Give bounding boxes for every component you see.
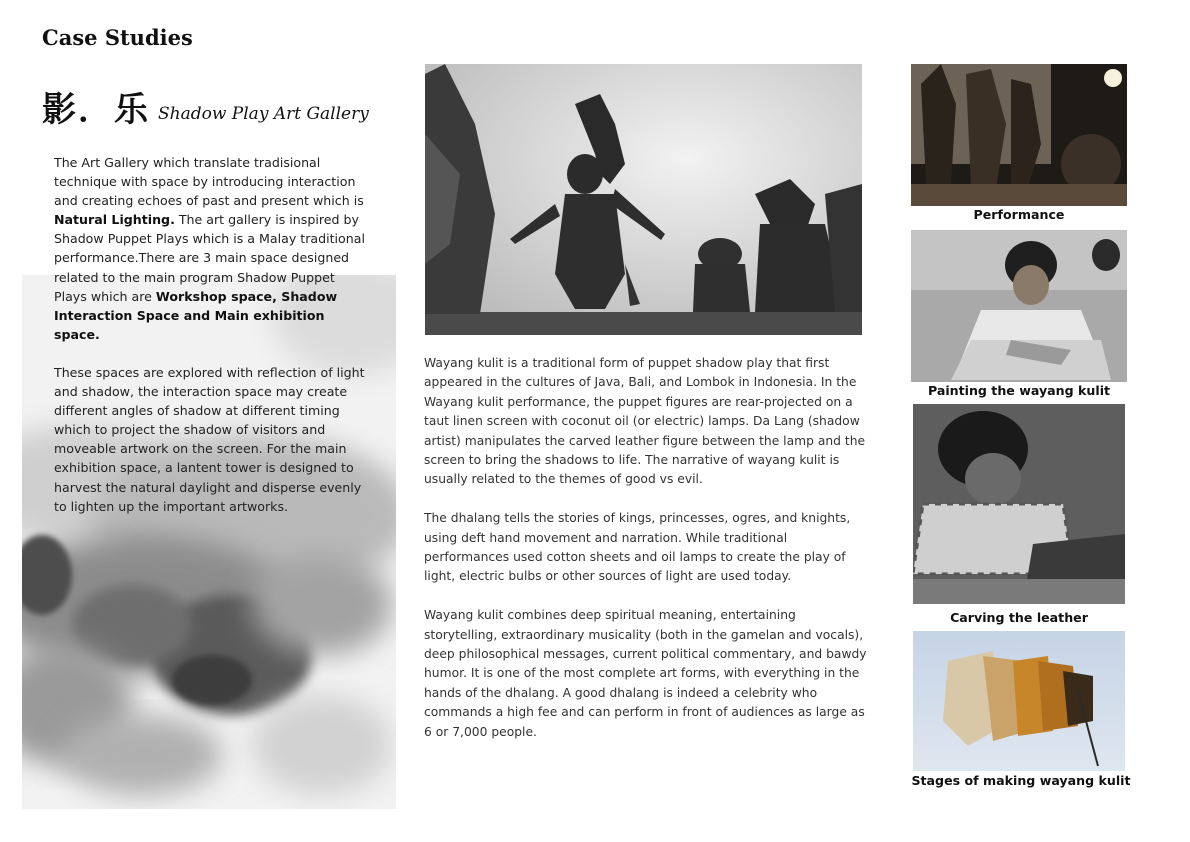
shadow-puppet-photo [425,64,862,335]
page-title: Case Studies [42,25,193,50]
gallery-chinese-name: 影．乐 [42,90,150,130]
middle-column-text [424,354,869,761]
performance-photo [911,64,1127,206]
middle-paragraph-1: Wayang kulit is a traditional form of puppet shadow play that first appeared in the cultures of Java, Bali, and Lombok in Indonesia. In the Wayang kulit performance, the puppet figures are rear-projected on a taut linen screen with coconut oil (or electric) lamps. Da Lang (shadow artist) manipulates the carved leather figure between the lamp and the screen to bring the shadows to life. The narrative of wayang kulit is usually related to the themes of good vs evil. [424,356,866,487]
stages-caption: Stages of making wayang kulit [911,773,1131,788]
carving-caption: Carving the leather [950,610,1088,625]
gallery-logo [42,82,372,132]
middle-paragraph-2: The dhalang tells the stories of kings, princesses, ogres, and knights, using deft hand movement and narration. While traditional performances used cotton sheets and oil lamps to create the play of light, electric bulbs or other sources of light are used today. [424,511,851,584]
left-paragraph-2: These spaces are explored with reflection of light and shadow, the interaction space may create different angles of shadow at different timing which to project the shadow of visitors and moveable artwork on the screen. For the main exhibition space, a lantent tower is designed to harvest the natural daylight and disperse evenly to lighten up the important artworks. [54,364,365,514]
left-paragraph-1: The Art Gallery which translate tradisional technique with space by introducing interaction and creating echoes of past and present which is Natural Lighting. The art gallery is inspired by Shadow Puppet Plays which is a Malay traditional performance.There are 3 main space designed related to the main program Shadow Puppet Plays which are Workshop space, Shadow Interaction Space and Main exhibition space. [54,155,365,342]
performance-image [911,64,1127,206]
carving-image [913,404,1125,604]
painting-image [911,230,1127,382]
carving-photo [913,404,1125,604]
left-column-text [54,153,366,535]
painting-caption: Painting the wayang kulit [927,383,1111,398]
shadow-puppet-image [425,64,862,335]
painting-photo [911,230,1127,382]
middle-paragraph-3: Wayang kulit combines deep spiritual meaning, entertaining storytelling, extraordinary musicality (both in the gamelan and vocals), deep philosophical messages, current political commentary, and bawdy humor. It is one of the most complete art forms, with everything in the hands of the dhalang. A good dhalang is indeed a celebrity who commands a high fee and can perform in front of audiences as large as 6 or 7,000 people. [424,608,867,739]
performance-caption: Performance [973,207,1065,222]
stages-image [913,631,1125,771]
stages-photo [913,631,1125,771]
gallery-english-name: Shadow Play Art Gallery [158,104,369,124]
